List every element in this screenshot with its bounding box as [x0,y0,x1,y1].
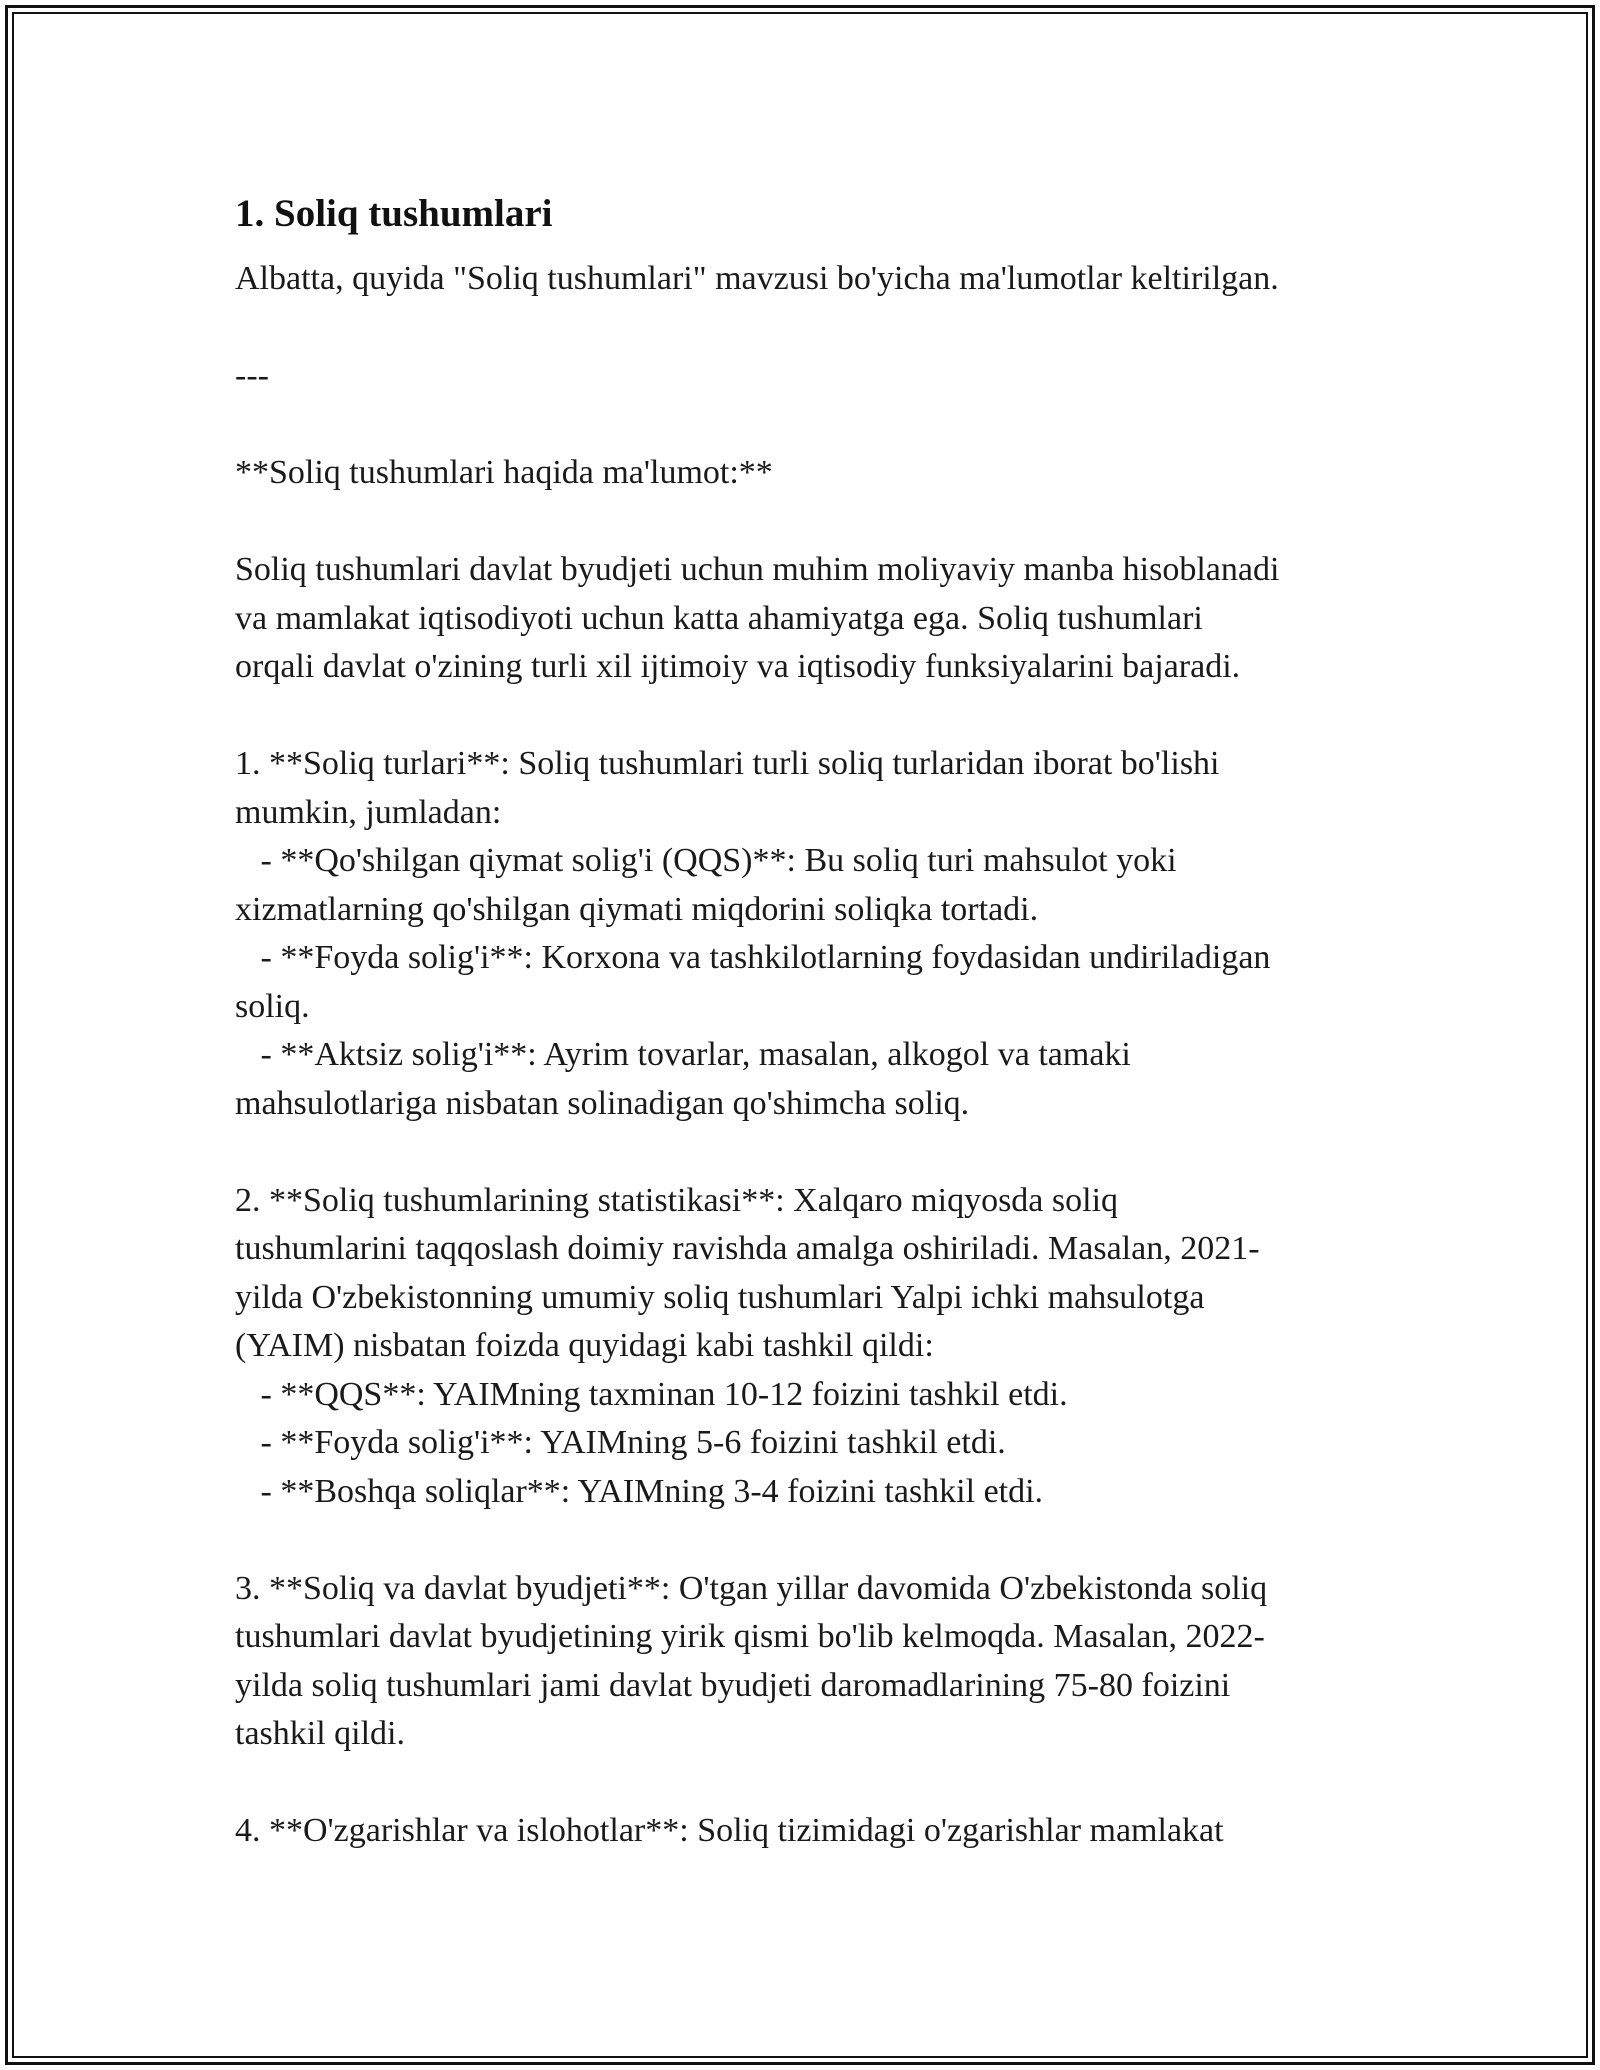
text-line: yilda soliq tushumlari jami davlat byudjeti daromadlarining 75-80 foizini [235,1666,1231,1704]
list-item: - **Foyda solig'i**: Korxona va tashkilotlarning foydasidan undiriladigan [235,939,1271,976]
text-line: 3. **Soliq va davlat byudjeti**: O'tgan yillar davomida O'zbekistonda soliq [235,1569,1268,1607]
text-line: tashkil qildi. [235,1715,405,1752]
blank-line [235,498,1395,547]
text-line: Soliq tushumlari davlat byudjeti uchun muhim moliyaviy manba hisoblanadi [235,551,1280,588]
text-line: orqali davlat o'zining turli xil ijtimoiy va iqtisodiy funksiyalarini bajaradi. [235,648,1241,685]
section-statistika [235,1177,1395,1517]
separator-line: --- [235,357,269,394]
blank-line [235,401,1395,450]
list-item: - **Boshqa soliqlar**: YAIMning 3-4 foizini tashkil etdi. [235,1472,1044,1510]
text-line: mumkin, jumladan: [235,793,502,831]
text-line: tushumlari davlat byudjetining yirik qismi bo'lib kelmoqda. Masalan, 2022- [235,1618,1265,1655]
blank-line [235,1516,1395,1565]
text-line: yilda O'zbekistonning umumiy soliq tushumlari Yalpi ichki mahsulotga [235,1278,1205,1316]
blank-line [235,1128,1395,1177]
list-item: - **Aktsiz solig'i**: Ayrim tovarlar, masalan, alkogol va tamaki [235,1036,1131,1073]
paragraph-overview [235,546,1395,692]
intro-line: Albatta, quyida "Soliq tushumlari" mavzusi bo'yicha ma'lumotlar keltirilgan. [235,260,1279,297]
section-davlat-byudjeti [235,1565,1395,1759]
section-islohotlar [235,1807,1395,1856]
section-soliq-turlari [235,740,1395,1128]
text-line: (YAIM) nisbatan foizda quyidagi kabi tashkil qildi: [235,1327,934,1364]
list-item: - **Qo'shilgan qiymat solig'i (QQS)**: Bu soliq turi mahsulot yoki [235,842,1177,879]
text-line: soliq. [235,987,310,1025]
list-item: - **Foyda solig'i**: YAIMning 5-6 foizini tashkil etdi. [235,1424,1006,1461]
text-line: 1. **Soliq turlari**: Soliq tushumlari turli soliq turlaridan iborat bo'lishi [235,745,1220,782]
text-line: tushumlarini taqqoslash doimiy ravishda amalga oshiriladi. Masalan, 2021- [235,1230,1260,1267]
blank-line [235,1759,1395,1808]
blank-line [235,304,1395,353]
document-heading: 1. Soliq tushumlari [235,192,553,235]
list-item: - **QQS**: YAIMning taxminan 10-12 foizini tashkil etdi. [235,1375,1068,1413]
text-line: 4. **O'zgarishlar va islohotlar**: Soliq tizimidagi o'zgarishlar mamlakat [235,1812,1224,1849]
document-page [235,183,1395,1856]
text-line: xizmatlarning qo'shilgan qiymati miqdorini soliqka tortadi. [235,890,1039,928]
text-line: mahsulotlariga nisbatan solinadigan qo'shimcha soliq. [235,1084,970,1122]
text-line: va mamlakat iqtisodiyoti uchun katta ahamiyatga ega. Soliq tushumlari [235,599,1203,637]
text-line: 2. **Soliq tushumlarining statistikasi**: Xalqaro miqyosda soliq [235,1181,1119,1219]
subheading-line: **Soliq tushumlari haqida ma'lumot:** [235,454,773,491]
blank-line [235,692,1395,741]
